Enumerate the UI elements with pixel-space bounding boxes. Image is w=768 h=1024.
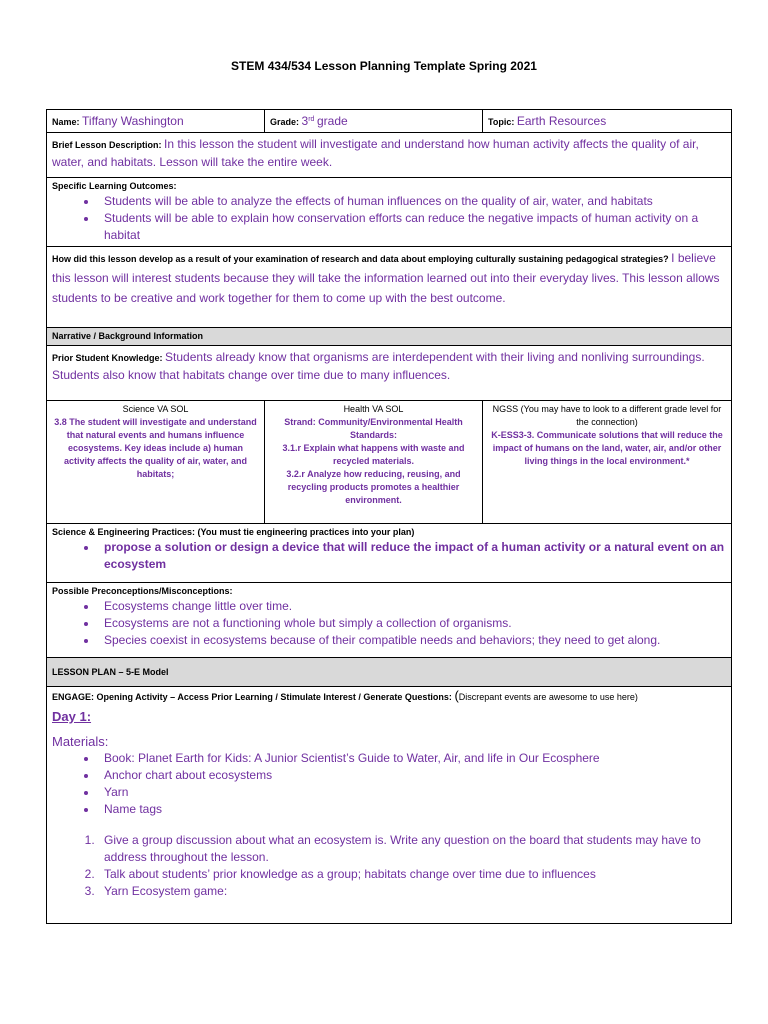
brief-label: Brief Lesson Description:: [52, 140, 162, 150]
misconception-item: • Ecosystems change little over time.: [98, 598, 726, 615]
misconceptions-list: [52, 598, 726, 649]
materials-list: [52, 750, 726, 818]
outcomes-cell: [47, 178, 732, 247]
health-sol-item: 3.2.r Analyze how reducing, reusing, and recycling products promotes a healthier environment.: [286, 469, 461, 505]
research-row: [47, 247, 732, 328]
practice-item: • propose a solution or design a device that will reduce the impact of a human activity or a natural event on an ecosystem: [98, 539, 726, 573]
narrative-header-cell: [47, 328, 732, 346]
engage-heading: [52, 689, 726, 704]
grade-cell: [265, 110, 483, 133]
practices-cell: [47, 524, 732, 583]
material-item: • Name tags: [98, 801, 726, 818]
standards-row: [47, 401, 732, 524]
brief-cell: [47, 133, 732, 178]
practices-label: Science & Engineering Practices: (You must tie engineering practices into your plan): [52, 527, 415, 537]
name-value: Tiffany Washington: [82, 114, 184, 128]
header-row: [47, 110, 732, 133]
ngss-cell: [483, 401, 732, 524]
materials-label: Materials:: [52, 734, 109, 749]
research-label: How did this lesson develop as a result of your examination of research and data about employing culturally sustaining pedagogical strategies?: [52, 254, 669, 264]
brief-row: [47, 133, 732, 178]
prior-label: Prior Student Knowledge:: [52, 353, 163, 363]
outcomes-list: [52, 193, 726, 244]
science-sol-title: Science VA SOL: [122, 404, 189, 414]
misconceptions-label: Possible Preconceptions/Misconceptions:: [52, 586, 233, 596]
brief-text: In this lesson the student will investigate and understand how human activity affects the quality of air, water, and habitats. Lesson will take the entire week.: [52, 137, 699, 169]
health-sol-item: 3.1.r Explain what happens with waste and recycled materials.: [282, 443, 465, 466]
engage-label: ENGAGE: Opening Activity – Access Prior Learning / Stimulate Interest / Generate Questions:: [52, 692, 452, 702]
day-heading: Day 1:: [52, 709, 92, 724]
ngss-title: NGSS (You may have to look to a different grade level for the connection): [492, 404, 722, 427]
topic-label: Topic:: [488, 117, 515, 127]
narrative-header: Narrative / Background Information: [52, 331, 204, 341]
health-sol-title: Health VA SOL: [343, 404, 404, 414]
lesson-header-cell: [47, 658, 732, 687]
research-text: I believe this lesson will interest students because they will take the information learned out into their everyday lives. This lesson allows students to be creative and work together for them to come up with the best outcome.: [52, 251, 720, 305]
misconceptions-row: [47, 583, 732, 658]
material-item: • Yarn: [98, 784, 726, 801]
material-item: • Book: Planet Earth for Kids: A Junior Scientist’s Guide to Water, Air, and life in Our Ecosphere: [98, 750, 726, 767]
grade-number: 3: [301, 114, 309, 128]
health-sol-cell: [265, 401, 483, 524]
step-item: 3. Yarn Ecosystem game:: [98, 883, 726, 900]
science-sol-cell: [47, 401, 265, 524]
lesson-header: LESSON PLAN – 5-E Model: [52, 666, 169, 677]
outcome-item: • Students will be able to explain how conservation efforts can reduce the negative impacts of human activity on a habitat: [98, 210, 726, 244]
practices-row: [47, 524, 732, 583]
outcome-item: • Students will be able to analyze the effects of human influences on the quality of air, water, and habitats: [98, 193, 726, 210]
engage-cell: [47, 687, 732, 924]
engage-note: Discrepant events are awesome to use here): [458, 692, 638, 702]
prior-cell: [47, 346, 732, 401]
lesson-plan-table: [46, 109, 732, 924]
engage-row: [47, 687, 732, 924]
name-label: Name:: [52, 117, 80, 127]
spacer: [52, 818, 726, 832]
misconceptions-cell: [47, 583, 732, 658]
document-title: STEM 434/534 Lesson Planning Template Spring 2021: [231, 59, 537, 73]
topic-cell: [483, 110, 732, 133]
practices-list: [52, 539, 726, 573]
engage-paren: (: [454, 688, 459, 703]
step-item: 1. Give a group discussion about what an ecosystem is. Write any question on the board that students may have to address throughout the lesson.: [98, 832, 726, 866]
name-cell: [47, 110, 265, 133]
lesson-header-row: [47, 658, 732, 687]
prior-text: Students already know that organisms are interdependent with their living and nonliving surroundings. Students also know that habitats change over time due to many influences.: [52, 350, 705, 382]
grade-label: Grade:: [270, 117, 300, 127]
health-sol-strand: Strand: Community/Environmental Health Standards:: [284, 417, 463, 440]
grade-suffix: grade: [316, 114, 348, 128]
research-cell: [47, 247, 732, 328]
steps-list: [52, 832, 726, 900]
misconception-item: • Species coexist in ecosystems because of their compatible needs and behaviors; they need to get along.: [98, 632, 726, 649]
grade-superscript: rd: [308, 116, 315, 123]
prior-row: [47, 346, 732, 401]
outcomes-row: [47, 178, 732, 247]
material-item: • Anchor chart about ecosystems: [98, 767, 726, 784]
narrative-header-row: [47, 328, 732, 346]
outcomes-label: Specific Learning Outcomes:: [52, 181, 177, 191]
topic-value: Earth Resources: [516, 114, 607, 128]
step-item: 2. Talk about students’ prior knowledge as a group; habitats change over time due to influences: [98, 866, 726, 883]
misconception-item: • Ecosystems are not a functioning whole but simply a collection of organisms.: [98, 615, 726, 632]
science-sol-body: 3.8 The student will investigate and understand that natural events and humans influence ecosystems. Key ideas include a) human activity affects the quality of air, water, and habitats;: [54, 417, 257, 479]
ngss-body: K-ESS3-3. Communicate solutions that will reduce the impact of humans on the land, water, air, and/or other living things in the local environment.*: [491, 430, 723, 466]
